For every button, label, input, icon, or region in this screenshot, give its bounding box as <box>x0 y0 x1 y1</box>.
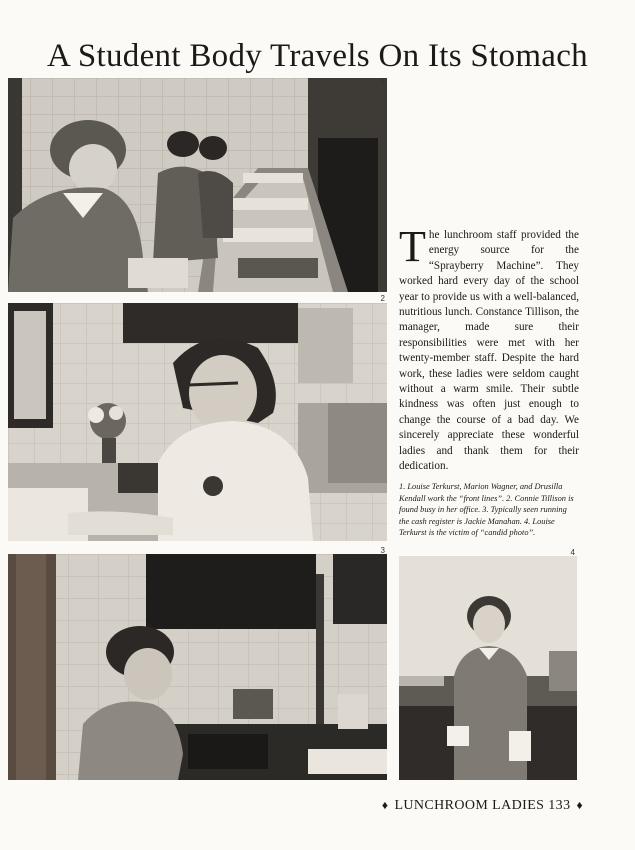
page-title: A Student Body Travels On Its Stomach <box>47 38 588 74</box>
photo-cashier <box>8 546 387 780</box>
page-footer <box>376 798 589 814</box>
diamond-icon: ♦ <box>576 798 583 812</box>
section-name: LUNCHROOM LADIES <box>394 798 545 813</box>
page-number: 133 <box>548 798 571 813</box>
photo-number: 1 <box>380 77 385 86</box>
photo-manager-office <box>8 294 387 541</box>
diamond-icon: ♦ <box>381 798 389 812</box>
article-body-text: he lunchroom staff provided the energy source for the “Sprayberry Machine”. They worked hard every day of the school year to provide us with a well-balanced, nutritious lunch. Constance Tillison, the manager, made sure their responsibilities were met with her twenty-member staff. Despite the hard work, these ladies were seldom caught without a warm smile. Their subtle kindness was often just enough to change the course of a bad day. We sincerely appreciate these wonderful ladies and thank them for their dedication. <box>399 229 579 473</box>
photo-number: 3 <box>380 546 385 555</box>
photo-serving-line <box>8 78 387 292</box>
photo-number: 2 <box>380 294 385 303</box>
article-body <box>399 222 579 475</box>
photo-number: 4 <box>570 548 575 557</box>
photo-smiling-worker <box>399 548 577 780</box>
photo-captions: 1. Louise Terkurst, Marion Wagner, and Drusilla Kendall work the “front lines”. 2. Connie Tillison is found busy in her office. 3. Typically seen running the cash register is Jackie Manahan. 4. Louise Terkurst is the victim of “candid photo”. <box>399 482 574 538</box>
drop-cap: T <box>399 222 426 271</box>
